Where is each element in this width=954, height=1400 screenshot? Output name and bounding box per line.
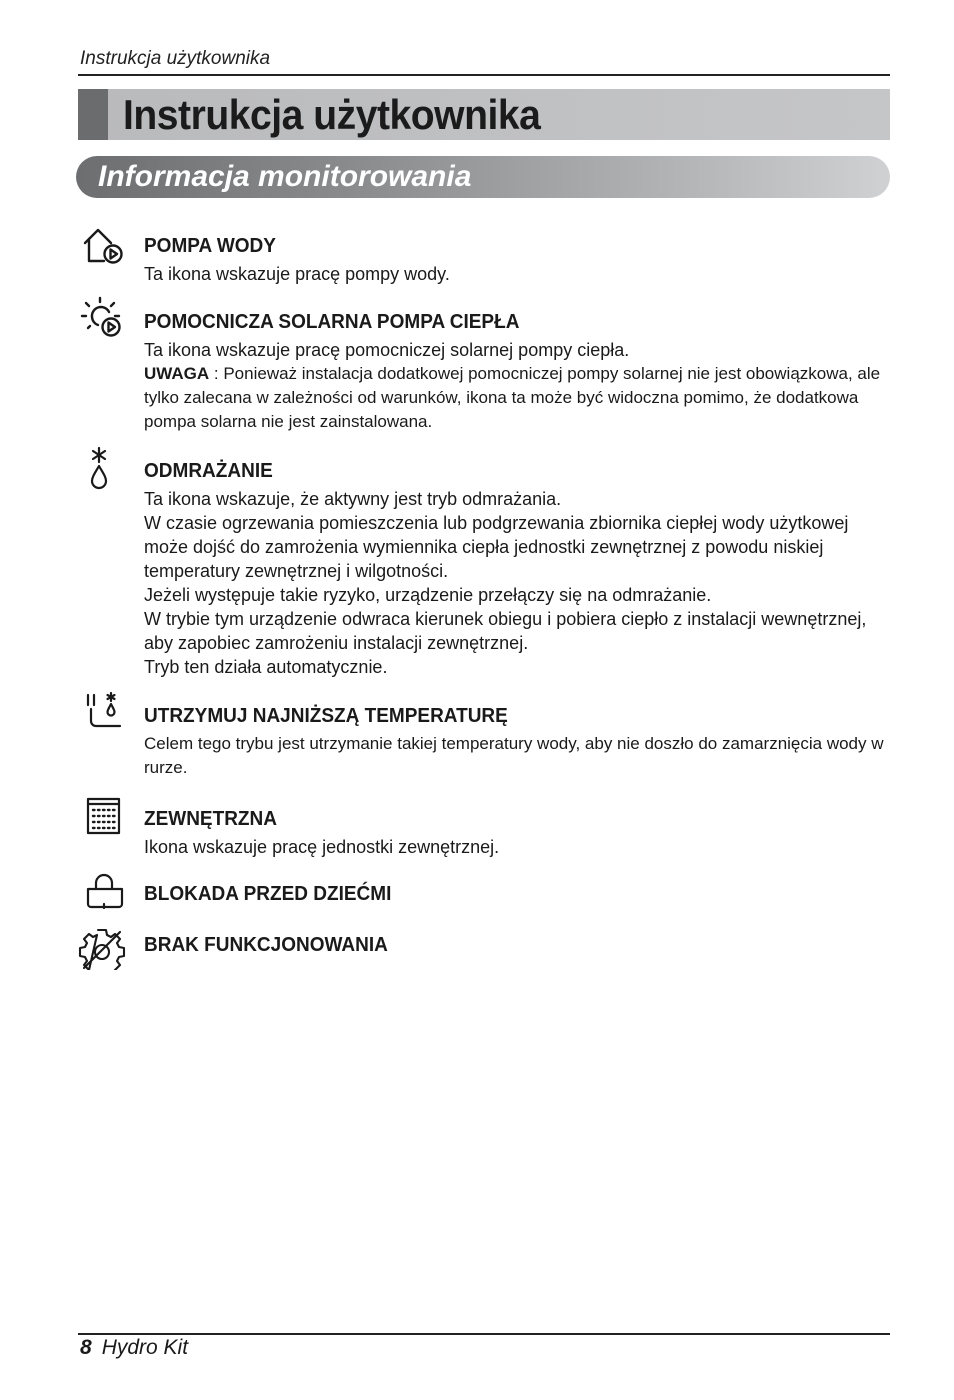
gear-disabled-icon bbox=[78, 926, 128, 970]
title-marker bbox=[78, 89, 108, 140]
footer-product: Hydro Kit bbox=[101, 1336, 189, 1359]
lock-icon bbox=[78, 871, 128, 915]
item-body bbox=[144, 732, 884, 780]
item-heading: ZEWNĘTRZNA bbox=[144, 808, 277, 830]
item-heading: POMPA WODY bbox=[144, 235, 276, 257]
item-text: Ikona wskazuje pracę jednostki zewnętrznej. bbox=[144, 837, 500, 857]
page-number: 8 bbox=[80, 1336, 92, 1359]
page-title: Instrukcja użytkownika bbox=[123, 91, 541, 138]
item-heading: ODMRAŻANIE bbox=[144, 460, 273, 482]
item-heading: BRAK FUNKCJONOWANIA bbox=[144, 934, 388, 956]
note-text: : Ponieważ instalacja dodatkowej pomocniczej pompy solarnej nie jest obowiązkowa, ale tylko zalecana w zależności od warunków, ikona ta może być widoczna pomimo, że dodatkowa pompa solarna nie jest zainstalowana. bbox=[144, 364, 881, 431]
pipe-frost-icon bbox=[78, 691, 128, 735]
item-body bbox=[144, 835, 884, 859]
running-header: Instrukcja użytkownika bbox=[80, 48, 271, 69]
item-heading: UTRZYMUJ NAJNIŻSZĄ TEMPERATURĘ bbox=[144, 705, 508, 727]
item-heading: POMOCNICZA SOLARNA POMPA CIEPŁA bbox=[144, 311, 520, 333]
item-text: W trybie tym urządzenie odwraca kierunek obiegu i pobiera ciepło z instalacji wewnętrznej, aby zapobiec zamrożeniu instalacji zewnętrznej. bbox=[144, 609, 867, 653]
item-text: W czasie ogrzewania pomieszczenia lub podgrzewania zbiornika ciepłej wody użytkowej może dojść do zamrożenia wymiennika ciepła jednostki zewnętrznej z powodu niskiej temperatury zewnętrznej i wilgotności. bbox=[144, 513, 849, 581]
section-band bbox=[76, 156, 890, 198]
title-band bbox=[78, 89, 890, 140]
header-rule bbox=[78, 74, 890, 76]
item-body bbox=[144, 338, 884, 434]
section-title: Informacja monitorowania bbox=[98, 160, 472, 193]
item-text: Ta ikona wskazuje pracę pompy wody. bbox=[144, 264, 450, 284]
item-text: Ta ikona wskazuje pracę pomocniczej solarnej pompy ciepła. bbox=[144, 340, 630, 360]
house-pump-icon bbox=[78, 223, 128, 267]
item-text: Ta ikona wskazuje, że aktywny jest tryb odmrażania. bbox=[144, 489, 562, 509]
item-text: Jeżeli występuje takie ryzyko, urządzenie przełączy się na odmrażanie. bbox=[144, 585, 712, 605]
item-text: Celem tego trybu jest utrzymanie takiej temperatury wody, aby nie doszło do zamarznięcia wody w rurze. bbox=[144, 734, 884, 777]
note bbox=[144, 362, 884, 434]
defrost-icon bbox=[78, 446, 128, 490]
footer bbox=[80, 1336, 188, 1360]
item-body bbox=[144, 262, 884, 286]
item-heading: BLOKADA PRZED DZIEĆMI bbox=[144, 883, 392, 905]
item-text: Tryb ten działa automatycznie. bbox=[144, 657, 388, 677]
note-label: UWAGA bbox=[144, 364, 210, 383]
item-body bbox=[144, 487, 884, 679]
footer-rule bbox=[78, 1333, 890, 1335]
sun-pump-icon bbox=[78, 295, 128, 339]
outdoor-unit-icon bbox=[78, 796, 128, 840]
